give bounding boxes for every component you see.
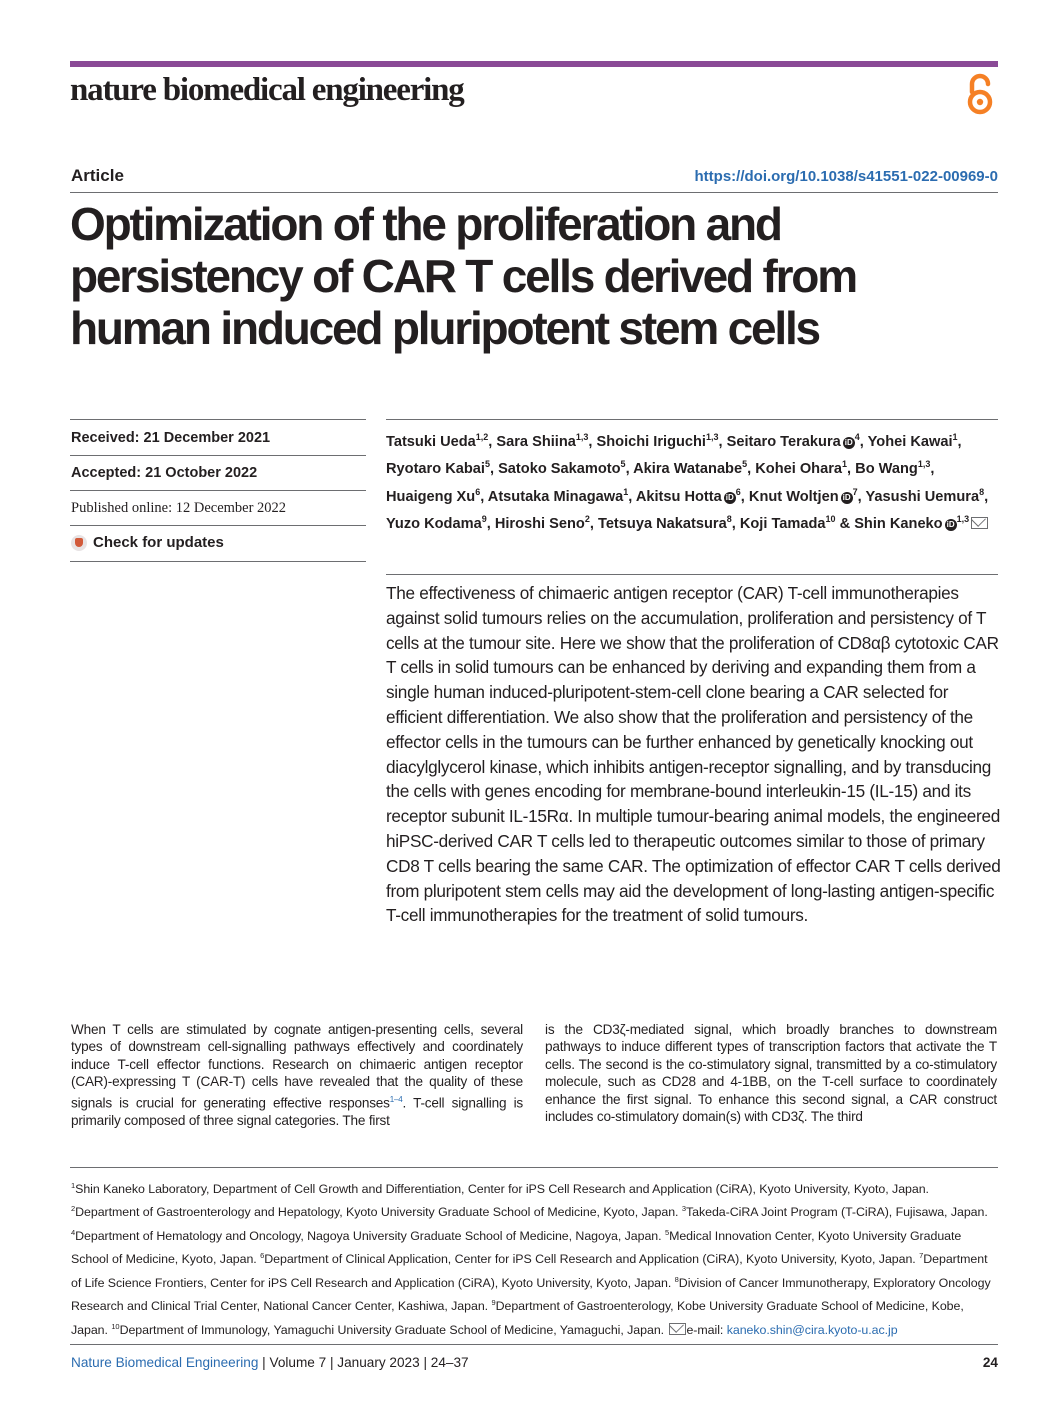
doi-link[interactable]: https://doi.org/10.1038/s41551-022-00969-0 [694,168,998,185]
author-separator: , [847,461,852,478]
author[interactable] [755,461,851,477]
author-affiliation: 1 [842,459,848,470]
footer-pages: 24–37 [430,1355,469,1370]
published-label: Published online: [71,500,173,516]
affiliations [71,1176,999,1340]
author-affiliation: 6 [735,486,741,497]
author-affiliation: 4 [854,432,860,442]
author-affiliation: 9 [481,514,487,525]
author[interactable] [386,486,485,505]
footer-separator: | [258,1355,270,1370]
footer-journal[interactable]: Nature Biomedical Engineering [71,1355,259,1370]
author-separator: , [488,433,493,450]
affiliation-number: 4 [71,1227,76,1237]
published-value: 12 December 2022 [175,500,287,516]
author-separator: , [984,488,989,505]
published-date [71,500,286,517]
affiliation-text: Department of Gastroenterology, Kobe University Graduate School of Medicine, Kobe, Japan. [71,1299,964,1337]
author[interactable] [386,434,492,450]
author[interactable] [598,516,736,532]
author-affiliation: 7 [852,486,858,497]
author-affiliation: 5 [620,459,626,470]
footer-volume: Volume 7 [269,1355,327,1370]
author-separator: , [480,488,485,505]
open-access-icon [962,72,998,116]
author[interactable] [865,486,989,505]
author-separator: , [930,461,935,478]
author-affiliation: 1,2 [475,432,489,442]
check-for-updates-button[interactable] [71,534,224,551]
affiliation-number: 10 [111,1321,120,1331]
affiliation-number: 6 [260,1251,265,1261]
author-separator: , [588,433,593,450]
author[interactable] [740,516,850,532]
author-affiliation: 1,3 [917,459,931,470]
article-type-label: Article [71,166,124,185]
author[interactable] [854,516,988,532]
author-separator: , [486,515,491,532]
affiliation-text: Medical Innovation Center, Kyoto University Graduate School of Medicine, Kyoto, Japan. [71,1228,962,1267]
affiliation-number: 1 [71,1181,76,1190]
author-name: Tatsuki Ueda [386,433,476,450]
author-name: Huaigeng Xu [386,488,476,505]
author-name: Hiroshi Seno [494,515,585,532]
author-name: Seitaro Terakura [726,433,841,450]
header-divider [70,192,998,193]
author[interactable] [748,486,862,505]
author-affiliation: 10 [825,514,836,525]
author[interactable] [496,434,592,450]
footer-citation [71,1355,469,1370]
received-date [71,430,270,446]
author-affiliation: 1,3 [575,432,589,442]
footer-separator: | [326,1355,338,1370]
orcid-icon[interactable]: iD [842,492,851,502]
meta-divider [70,455,366,456]
author-separator: , [857,488,862,505]
author-affiliation: 5 [742,459,748,470]
author-separator: , [957,433,962,450]
received-value: 21 December 2021 [143,430,271,446]
author-name: Atsutaka Minagawa [487,488,624,505]
affiliation-text: Department of Clinical Application, Center for iPS Cell Research and Application (CiRA), Kyoto University, Kyoto, Japan. [264,1252,916,1267]
email-icon[interactable] [971,517,988,529]
author-separator: , [489,461,495,478]
affiliation-text: Department of Hematology and Oncology, Nagoya University Graduate School of Medicine, Nagoya, Japan. [75,1228,662,1243]
affiliation-text: Department of Gastroenterology and Hepatology, Kyoto University Graduate School of Medicine, Kyoto, Japan. [75,1205,679,1220]
body-text: . T-cell signalling is primarily composed of three signal categories. The first [71,1095,523,1128]
email-icon [669,1323,686,1335]
author-name: Tetsuya Nakatsura [597,515,727,532]
author-separator: , [747,461,752,478]
author-name: Sara Shiina [496,433,576,450]
author[interactable] [635,486,745,505]
affiliation-text: Department of Immunology, Yamaguchi University Graduate School of Medicine, Yamaguchi, Japan. [119,1322,665,1337]
author-affiliation: 8 [979,486,985,497]
body-column-left [71,1021,523,1129]
author-affiliation: 1 [952,432,958,442]
accepted-label: Accepted: [71,465,142,481]
author-name: Satoko Sakamoto [498,461,621,478]
email-label: e-mail: [686,1322,724,1337]
abstract: The effectiveness of chimaeric antigen receptor (CAR) T-cell immunotherapies against solid tumours relies on the accumulation, proliferation and persistency of T cells at the tumour site. Here we show that the proliferation of CD8αβ cytotoxic CAR T cells in solid tumours can be enhanced by deriving and expanding them from a single human induced-pluripotent-stem-cell clone bearing a CAR selected for efficient differentiation. We also show that the proliferation and persistency of the effector cells in the tumours can be further enhanced by genetically knocking out diacylglycerol kinase, which inhibits antigen-receptor signalling, and by transducing the cells with genes encoding for membrane-bound interleukin-15 (IL-15) and its receptor subunit IL-15Rα. In multiple tumour-bearing animal models, the engineered hiPSC-derived CAR T cells led to therapeutic outcomes similar to those of primary CD8 T cells bearing the same CAR. The optimization of effector CAR T cells derived from pluripotent stem cells may aid the development of long-lasting antigen-specific T-cell immunotherapies for the treatment of solid tumours. [386,583,1001,926]
footer-issue: January 2023 [337,1355,420,1370]
author-affiliation: 5 [484,459,490,470]
affiliation-number: 8 [674,1274,679,1284]
affiliations-divider [70,1167,998,1168]
author-name: Yohei Kawai [867,433,953,450]
title-line: Optimization of the proliferation and [70,198,781,250]
affiliation-text: Department of Life Science Frontiers, Center for iPS Cell Research and Application (CiRA), Kyoto University, Kyoto, Japan. [71,1252,988,1290]
page-number: 24 [982,1355,998,1370]
author-separator: , [718,433,723,450]
meta-divider [70,419,366,420]
abstract-divider [386,574,998,575]
journal-name[interactable]: nature biomedical engineering [70,72,464,108]
author-affiliation: 1,3 [706,432,719,442]
author-list [386,426,998,535]
author-name: Knut Woltjen [748,488,839,505]
author-separator: & [835,515,851,532]
article-title [70,198,970,354]
journal-accent-bar [70,61,998,67]
author-affiliation: 6 [475,486,481,497]
author-separator: , [589,515,594,532]
author[interactable] [498,461,630,477]
affiliation-number: 7 [919,1251,924,1261]
footer-divider [70,1344,998,1345]
author-affiliation: 1,3 [956,514,970,525]
author-separator: , [740,488,745,505]
author-separator: , [628,488,633,505]
received-label: Received: [71,430,140,446]
accepted-date [71,465,257,481]
email-link[interactable]: kaneko.shin@cira.kyoto-u.ac.jp [726,1322,898,1337]
meta-divider [70,525,366,526]
author-affiliation: 2 [584,514,590,525]
author[interactable] [386,461,494,477]
author-name: Yuzo Kodama [386,515,482,532]
author-name: Bo Wang [855,461,918,478]
author-name: Koji Tamada [739,515,826,532]
meta-divider [70,490,366,491]
author[interactable] [868,434,962,450]
author[interactable] [633,461,751,477]
meta-divider [70,561,366,562]
affiliation-number: 3 [681,1204,686,1214]
authors-divider [386,419,998,420]
author-name: Akitsu Hotta [635,488,722,505]
author-separator: , [625,461,630,478]
author[interactable] [597,434,723,450]
author-name: Akira Watanabe [633,461,743,478]
title-line: human induced pluripotent stem cells [70,302,819,354]
affiliation-number: 9 [491,1298,496,1308]
author[interactable] [386,516,491,532]
citation-link[interactable]: 1–4 [389,1094,403,1104]
orcid-icon[interactable]: iD [946,519,955,529]
author-name: Shin Kaneko [854,515,943,532]
title-line: persistency of CAR T cells derived from [70,250,856,302]
author-separator: , [731,515,736,532]
author-separator: , [859,433,864,450]
body-column-right: is the CD3ζ-mediated signal, which broadly branches to downstream pathways to induce different types of transcription factors that activate the T cells. The second is the co-stimulatory signal, transmitted by a co-stimulatory molecule, such as CD28 and 4-1BB, on the T-cell surface to coordinately enhance the first signal. To enhance this second signal, a CAR construct includes co-stimulatory domain(s) with CD3ζ. The third [545,1022,997,1125]
accepted-value: 21 October 2022 [145,465,258,481]
body-text: When T cells are stimulated by cognate antigen-presenting cells, several types of downstream cell-signalling pathways effectively and coordinately induce T-cell effector functions. Research on chimaeric antigen receptor (CAR)-expressing T (CAR-T) cells have revealed that the quality of these signals is crucial for generating effective responses [71,1022,523,1111]
affiliation-number: 2 [71,1204,76,1214]
footer-separator: | [419,1355,431,1370]
author-affiliation: 1 [623,486,629,497]
check-updates-label: Check for updates [93,534,224,551]
author[interactable] [855,461,934,477]
affiliation-text: Takeda-CiRA Joint Program (T-CiRA), Fujisawa, Japan. [685,1205,988,1220]
author-name: Shoichi Iriguchi [596,433,706,450]
check-updates-icon [71,535,87,551]
author-name: Kohei Ohara [755,461,843,478]
author[interactable] [495,516,594,532]
author[interactable] [727,434,864,450]
affiliation-number: 5 [664,1227,670,1237]
orcid-icon[interactable]: iD [844,437,853,447]
affiliation-text: Division of Cancer Immunotherapy, Exploratory Oncology Research and Clinical Trial Center, National Cancer Center, Kashiwa, Japan. [71,1275,991,1314]
affiliation-text: Shin Kaneko Laboratory, Department of Cell Growth and Differentiation, Center for iPS Cell Research and Application (CiRA), Kyoto University, Kyoto, Japan. [75,1182,929,1197]
author-affiliation: 8 [726,514,732,525]
author-name: Yasushi Uemura [865,488,980,505]
orcid-icon[interactable]: iD [725,492,734,502]
author-name: Ryotaro Kabai [386,461,485,478]
author[interactable] [487,486,633,505]
